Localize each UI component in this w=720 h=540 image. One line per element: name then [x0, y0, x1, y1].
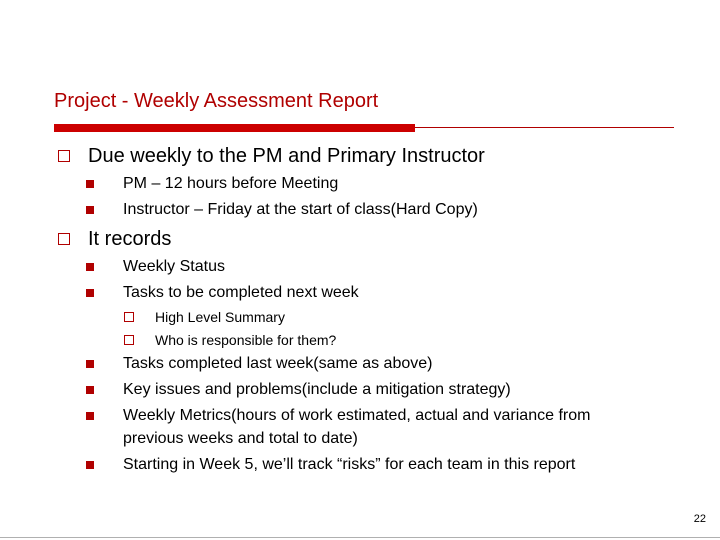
bullet-text: Key issues and problems(include a mitigation strategy) — [123, 381, 511, 398]
open-square-bullet-icon — [58, 150, 70, 162]
filled-square-bullet-icon — [86, 289, 94, 297]
bullet-text: Weekly Status — [123, 258, 225, 275]
bullet-text: Instructor – Friday at the start of class(Hard Copy) — [123, 201, 478, 218]
filled-square-bullet-icon — [86, 461, 94, 469]
filled-square-bullet-icon — [86, 360, 94, 368]
filled-square-bullet-icon — [86, 412, 94, 420]
filled-square-bullet-icon — [86, 206, 94, 214]
open-square-bullet-icon — [124, 335, 134, 345]
bullet-text: Who is responsible for them? — [155, 332, 337, 348]
bullet-text: Starting in Week 5, we’ll track “risks” for each team in this report — [123, 456, 576, 473]
page-number: 22 — [693, 513, 706, 525]
bullet-text: Tasks to be completed next week — [123, 284, 359, 301]
bullet-text: Due weekly to the PM and Primary Instructor — [88, 145, 485, 167]
bullet-text: Tasks completed last week(same as above) — [123, 355, 433, 372]
bullet-text: PM – 12 hours before Meeting — [123, 175, 339, 192]
title-underline-thick — [54, 124, 415, 132]
filled-square-bullet-icon — [86, 386, 94, 394]
open-square-bullet-icon — [58, 233, 70, 245]
open-square-bullet-icon — [124, 312, 134, 322]
bottom-border — [0, 537, 720, 538]
bullet-text: High Level Summary — [155, 309, 285, 325]
bullet-text: Weekly Metrics(hours of work estimated, actual and variance from — [123, 407, 591, 424]
filled-square-bullet-icon — [86, 263, 94, 271]
slide-title: Project - Weekly Assessment Report — [54, 90, 379, 112]
bullet-text: previous weeks and total to date) — [123, 430, 358, 447]
filled-square-bullet-icon — [86, 180, 94, 188]
bullet-text: It records — [88, 228, 172, 250]
